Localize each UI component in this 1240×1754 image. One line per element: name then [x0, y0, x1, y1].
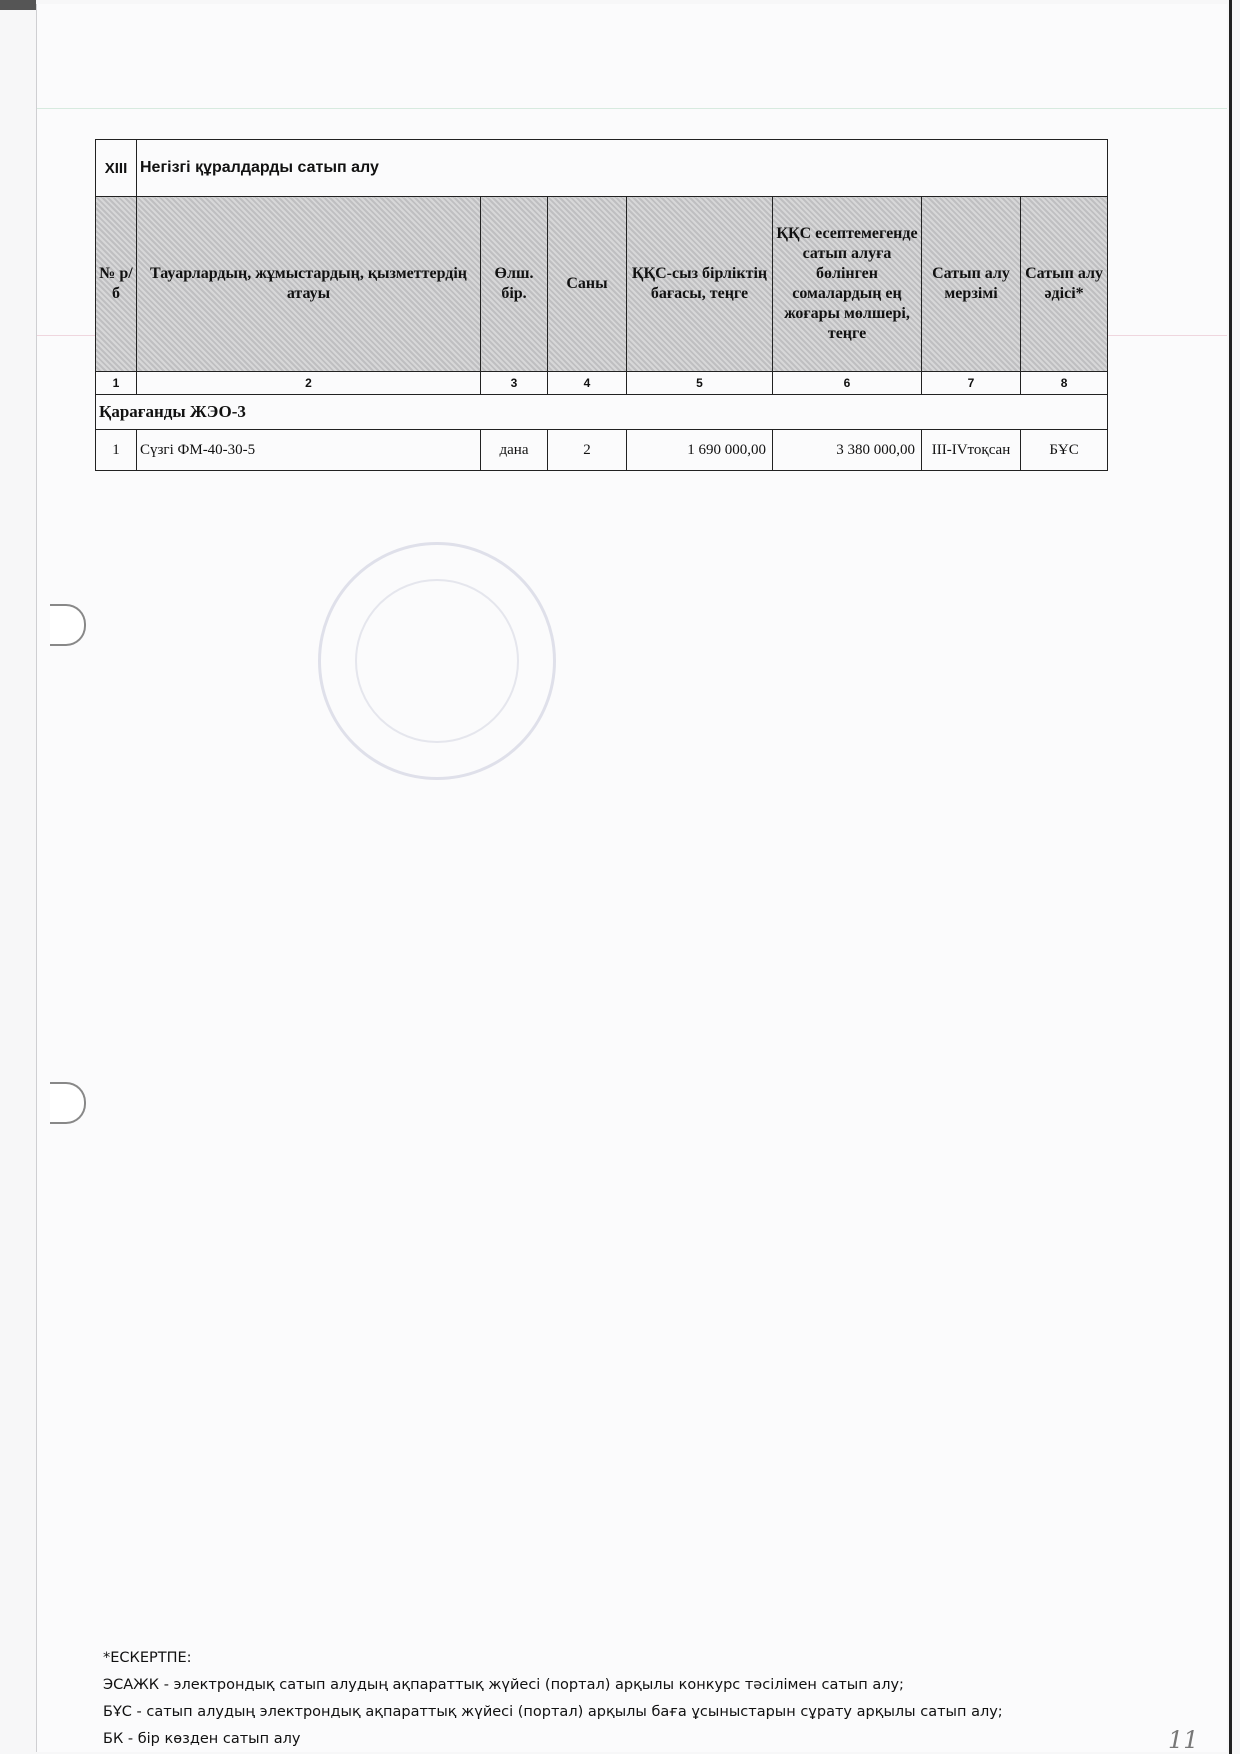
header-row	[96, 197, 1108, 372]
header-cell: Тауарлардың, жұмыстардың, қызметтердің атауы	[137, 197, 481, 372]
scan-edge	[1229, 0, 1232, 1754]
column-number: 8	[1021, 372, 1108, 395]
column-number: 6	[773, 372, 922, 395]
section-title: Негізгі құралдарды сатып алу	[137, 140, 1108, 197]
cell-unit-price: 1 690 000,00	[627, 430, 773, 471]
cell-max-amount: 3 380 000,00	[773, 430, 922, 471]
footnote-line: БҰС - сатып алудың электрондық ақпараттық жүйесі (портал) арқылы баға ұсыныстарын сұрату арқылы сатып алу;	[103, 1704, 1003, 1720]
cell-qty: 2	[548, 430, 627, 471]
section-row	[96, 140, 1108, 197]
header-cell: ҚҚС-сыз бірліктің бағасы, теңге	[627, 197, 773, 372]
group-row	[96, 395, 1108, 430]
cell-unit: дана	[481, 430, 548, 471]
margin-rule	[37, 108, 1227, 109]
cell-name: Сүзгі ФМ-40-30-5	[137, 430, 481, 471]
procurement-table	[95, 139, 1108, 471]
header-cell: Саны	[548, 197, 627, 372]
header-cell: ҚҚС есептемегенде сатып алуға бөлінген сомалардың ең жоғары мөлшері, теңге	[773, 197, 922, 372]
scan-edge	[0, 0, 36, 10]
footnote-line: БК - бір көзден сатып алу	[103, 1731, 301, 1747]
column-number-row	[96, 372, 1108, 395]
column-number: 2	[137, 372, 481, 395]
column-number: 7	[922, 372, 1021, 395]
header-cell: Сатып алу әдісі*	[1021, 197, 1108, 372]
footnote-line: ЭСАЖК - электрондық сатып алудың ақпараттық жүйесі (портал) арқылы конкурс тәсілімен сатып алу;	[103, 1677, 904, 1693]
column-number: 1	[96, 372, 137, 395]
header-cell: Сатып алу мерзімі	[922, 197, 1021, 372]
cell-method: БҰС	[1021, 430, 1108, 471]
stamp-inner-ring	[355, 579, 519, 743]
column-number: 3	[481, 372, 548, 395]
column-number: 4	[548, 372, 627, 395]
table-row	[96, 430, 1108, 471]
header-cell: Өлш. бір.	[481, 197, 548, 372]
group-title: Қарағанды ЖЭО-3	[96, 395, 1108, 430]
footnote-heading: *ЕСКЕРТПЕ:	[103, 1650, 192, 1666]
faded-stamp-seal	[318, 542, 556, 780]
handwritten-page-number: 11	[1168, 1726, 1199, 1754]
footnote	[103, 1645, 1103, 1753]
header-cell: № р/б	[96, 197, 137, 372]
cell-period: III-IVтоқсан	[922, 430, 1021, 471]
column-number: 5	[627, 372, 773, 395]
section-number: XIII	[96, 140, 137, 197]
cell-num: 1	[96, 430, 137, 471]
